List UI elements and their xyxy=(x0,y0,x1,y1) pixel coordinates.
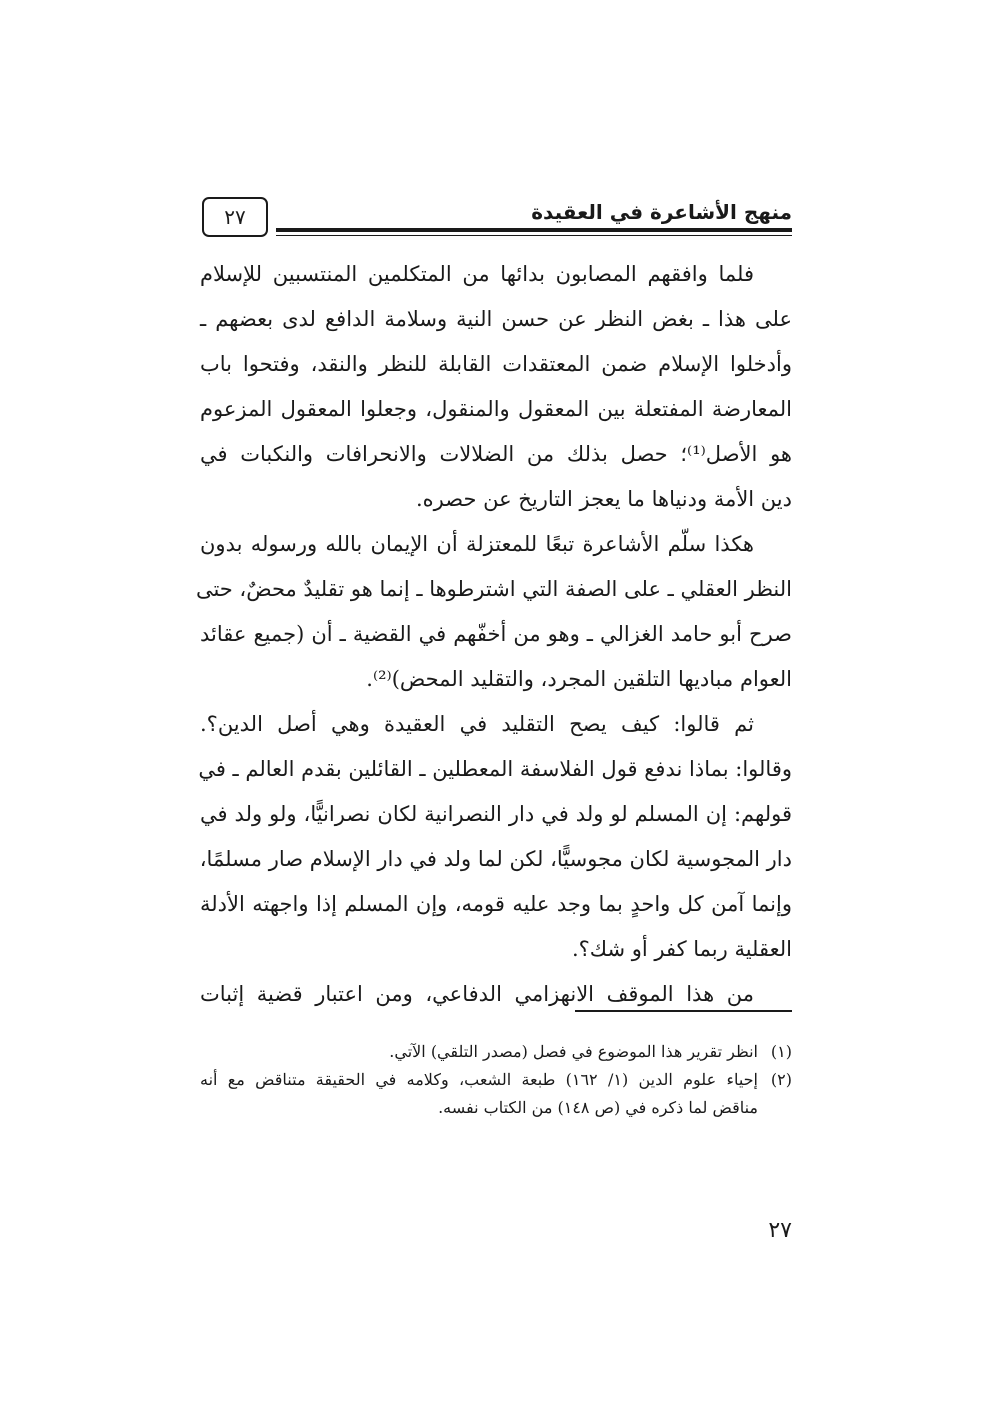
text-line: ثم قالوا: كيف يصح التقليد في العقيدة وهي أصل الدين؟. xyxy=(200,712,754,736)
footnote-text xyxy=(200,1066,758,1122)
footnote-text xyxy=(200,1038,758,1066)
footnote-2 xyxy=(200,1066,792,1122)
footnote-separator-rule xyxy=(575,1010,792,1012)
text-line: قولهم: إن المسلم لو ولد في دار النصرانية لكان نصرانيًّا، ولو ولد في xyxy=(200,802,792,826)
text-line: العوام مباديها التلقين المجرد، والتقليد المحض)⁽²⁾. xyxy=(366,667,792,691)
text-line: وإنما آمن كل واحدٍ بما وجد عليه قومه، وإن المسلم إذا واجهته الأدلة xyxy=(200,892,792,916)
text-line: العقلية ربما كفر أو شك؟. xyxy=(571,937,792,961)
text-line: المعارضة المفتعلة بين المعقول والمنقول، وجعلوا المعقول المزعوم xyxy=(200,397,792,421)
header-rule-thin xyxy=(276,235,792,236)
header-page-number-box: ٢٧ xyxy=(202,197,268,237)
paragraph-3 xyxy=(200,702,792,972)
text-line: دار المجوسية لكان مجوسيًّا، لكن لما ولد في دار الإسلام صار مسلمًا، xyxy=(199,847,792,871)
footnote-number: (٢) xyxy=(770,1070,792,1089)
text-line: على هذا ـ بغض النظر عن حسن النية وسلامة الدافع لدى بعضهم ـ xyxy=(200,307,792,331)
footnotes-section xyxy=(200,1038,792,1122)
footnote-line: انظر تقرير هذا الموضوع في فصل (مصدر التلقي) الآتي. xyxy=(389,1042,758,1061)
footnote-1 xyxy=(200,1038,792,1066)
text-line: دين الأمة ودنياها ما يعجز التاريخ عن حصره. xyxy=(415,487,792,511)
text-line: وقالوا: بماذا ندفع قول الفلاسفة المعطلين ـ القائلين بقدم العالم ـ في xyxy=(198,757,792,781)
main-body-text xyxy=(195,252,792,1017)
text-line: هو الأصل⁽¹⁾؛ حصل بذلك من الضلالات والانحرافات والنكبات في xyxy=(200,442,792,466)
running-header-title: منهج الأشاعرة في العقيدة xyxy=(531,200,792,224)
text-line: وأدخلوا الإسلام ضمن المعتقدات القابلة للنظر والنقد، وفتحوا باب xyxy=(200,352,792,376)
header-rule-thick xyxy=(276,228,792,232)
text-line: فلما وافقهم المصابون بدائها من المتكلمين المنتسبين للإسلام xyxy=(200,262,754,286)
text-line: صرح أبو حامد الغزالي ـ وهو من أخفّهم في القضية ـ أن (جميع عقائد xyxy=(200,622,792,646)
text-line: من هذا الموقف الانهزامي الدفاعي، ومن اعتبار قضية إثبات xyxy=(200,982,754,1006)
footnote-line: مناقض لما ذكره في (ص ١٤٨) من الكتاب نفسه. xyxy=(438,1098,758,1117)
paragraph-1 xyxy=(200,252,792,522)
footnote-line: إحياء علوم الدين (١/ ١٦٢) طبعة الشعب، وكلامه في الحقيقة متناقض مع أنه xyxy=(200,1070,759,1089)
text-line: النظر العقلي ـ على الصفة التي اشترطوها ـ إنما هو تقليدٌ محضٌ، حتى xyxy=(195,577,792,601)
text-line: هكذا سلّم الأشاعرة تبعًا للمعتزلة أن الإيمان بالله ورسوله بدون xyxy=(200,532,754,556)
paragraph-2 xyxy=(195,522,792,702)
footnote-number: (١) xyxy=(770,1042,792,1061)
footer-page-number: ٢٧ xyxy=(768,1218,792,1243)
